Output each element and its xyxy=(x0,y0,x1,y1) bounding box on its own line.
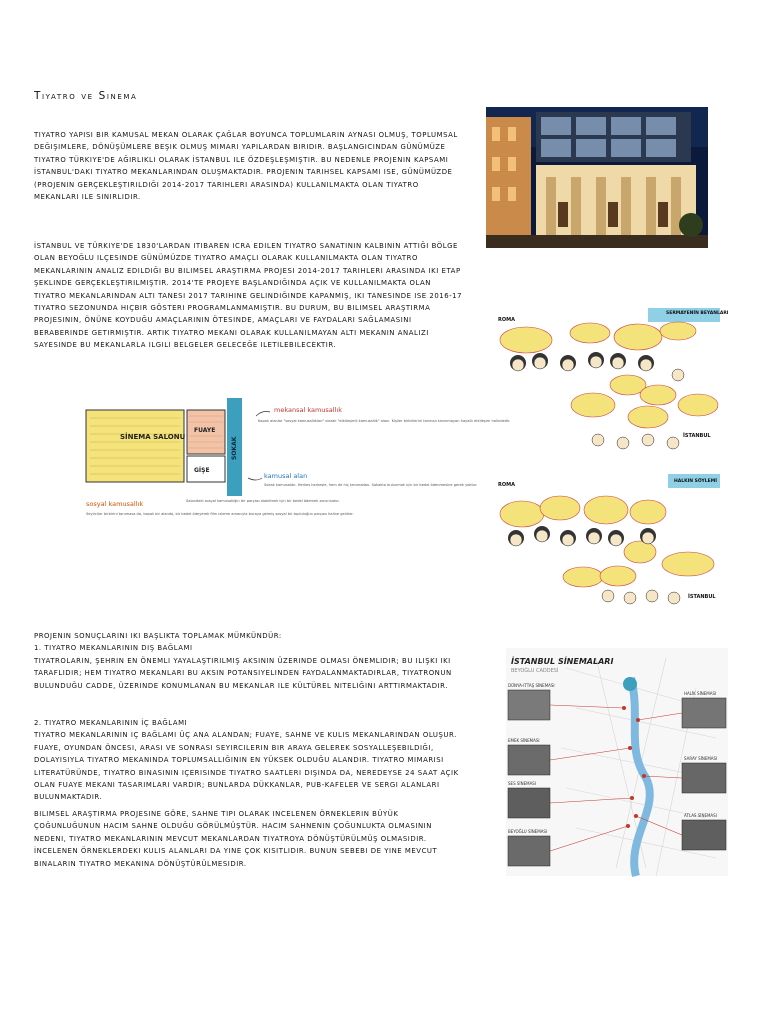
section1-text: TIYATROLARIN, ŞEHRIN EN ÖNEMLI YAYALAŞTIRILMIŞ AKSININ ÜZERINDE OLMASI ÖNEMLIDIR; BU ILIŞKI IKI TARAFLIDIR; HEM TIYATRO MEKANLARI BU AKSIN POTANSIYELINDEN FAYDALANMAKTADIRLAR, TIYATRONUN BULUNDUĞU CADDE, ÜZERINDE KONUMLANAN BU MEKANLAR ILE KÜLTÜREL NITELIĞINI ARTTIRMAKTADIR. xyxy=(34,656,452,690)
diagram-middle-desc: Salondaki sosyal kamusallığın bir parçası olabilmek için bir bedel ödemek zorunludur. xyxy=(186,499,340,503)
map-cinema-right-2: ATLAS SİNEMASI xyxy=(684,813,717,818)
map-cinema-left-1: EMEK SİNEMASI xyxy=(508,738,540,743)
diagram-sosyal-desc: Seyirciler birbirini tanımasa da, kapalı bir alanda, bir bedel ödeyerek film izleme amacıyla buraya gelmiş sosyal bir topluluğun parçası haline gelirler. xyxy=(86,512,354,516)
results-section xyxy=(34,630,464,692)
map-title: İSTANBUL SİNEMALARI xyxy=(511,657,614,666)
map-cinema-right-1: SARAY SİNEMASI xyxy=(684,756,718,761)
diagram-fuaye: FUAYE xyxy=(194,427,216,434)
cartoon2-right-label: HALKIN SÖYLEMİ xyxy=(674,479,717,484)
diagram-kamusal-alan: kamusal alan xyxy=(264,472,308,480)
diagram-mekansal-kamusallik: mekansal kamusallık xyxy=(274,406,342,414)
section2-text: TIYATRO MEKANLARININ IÇ BAĞLAMI ÜÇ ANA ALANDAN; FUAYE, SAHNE VE KULIS MEKANLARINDAN OLUŞUR. FUAYE, OYUNDAN ÖNCESI, ARASI VE SONRASI SEYIRCILERIN BIR ARAYA GELEREK SOSYALLEŞEBILDIĞI, DOLAYISIYLA TIYATRO MEKANINDA TOPLUMSALLIĞININ EN YÜKSEK OLDUĞU ALANDIR. TIYATRO MIMARISI LITERATÜRÜNDE, TIYATRO BINASININ IÇERISINDE TIYATRO SAATLERI DIŞINDA DA, NEREDEYSE 24 SAAT AÇIK OLAN FUAYE MEKANI TASARIMLARI VARDIR; BUNLARDA DÜKKANLAR, PUB-KAFELER VE SERGI ALANLARI BULUNMAKTADIR. xyxy=(34,731,459,802)
section1-heading: 1. TIYATRO MEKANLARININ DIŞ BAĞLAMI xyxy=(34,644,193,653)
map-cinema-left-2: SES SİNEMASI xyxy=(508,781,537,786)
diagram-mekansal-desc: Kapalı alanlar "sosyal kamusallıkları" olarak "etkileşimli kamusallık" alanı. Kişiler birbirlerini tanınan tanınmayan hayatlı etkileşim halindedir. xyxy=(258,419,511,423)
cartoon2-bottom-label: İSTANBUL xyxy=(688,594,716,600)
diagram-sosyal-kamusallik: sosyal kamusallık xyxy=(86,500,144,508)
cartoon-capital-statements xyxy=(498,305,729,455)
map-cinema-left-3: BEYOĞLU SİNEMASI xyxy=(508,829,548,834)
section2-heading: 2. TIYATRO MEKANLARININ İÇ BAĞLAMI xyxy=(34,719,188,727)
diagram-gise: GİŞE xyxy=(194,467,210,474)
diagram-kamusal-desc: Sokak kamusaldır. Herkes herkesle, hem de hiç tanımadan. Sokakta bulunmak için bir bedel ödenmesine gerek yoktur. xyxy=(264,483,478,487)
results-heading: PROJENIN SONUÇLARINI IKI BAŞLIKTA TOPLAMAK MÜMKÜNDÜR: xyxy=(34,632,282,640)
cartoon1-right-label: SERMAYENİN BEYANLARI xyxy=(666,311,729,316)
intro-paragraph: TIYATRO YAPISI BIR KAMUSAL MEKAN OLARAK ÇAĞLAR BOYUNCA TOPLUMLARIN AYNASI OLMUŞ, TOPLUMSAL DEĞIŞIMLERE, DÖNÜŞÜMLERE BEŞIK OLMUŞ MIMARI YAPILARDAN BIRIDIR. BAŞLANGICINDAN GÜNÜMÜZE TIYATRO TÜRKIYE'DE AĞIRLIKLI OLARAK İSTANBUL ILE ÖZDEŞLEŞMIŞTIR. BU NEDENLE PROJENIN KAPSAMI İSTANBUL'DAKI TIYATRO MEKANLARINDAN OLUŞMAKTADIR. PROJENIN TARIHSEL KAPSAMI ISE, GÜNÜMÜZDE (PROJENIN GERÇEKLEŞTIRILDIĞI 2014-2017 TARIHLERI ARASINDA) KULLANILMAKTA OLAN TIYATRO MEKANLARI ILE SINIRLIDIR. xyxy=(34,131,458,202)
diagram-sinema-salonu: SİNEMA SALONU xyxy=(120,433,186,441)
cartoon-public-discourse xyxy=(498,472,720,610)
history-paragraph: İSTANBUL VE TÜRKIYE'DE 1830'LARDAN ITIBAREN ICRA EDILEN TIYATRO SANATININ KALBININ ATTIĞI BÖLGE OLAN BEYOĞLU ILÇESINDE GÜNÜMÜZDE TIYATRO AMAÇLI OLARAK KULLANILMAKTA OLAN TIYATRO MEKANLARININ ANALIZ EDILDIĞI BU BILIMSEL ARAŞTIRMA PROJESI 2014-2017 TARIHLERI ARASINDA IKI ETAP ŞEKLINDE GERÇEKLEŞTIRILMIŞTIR. 2014'TE PROJEYE BAŞLANDIĞINDA AÇIK VE KULLANILMAKTA OLAN TIYATRO MEKANLARINDAN ALTI TANESI 2017 TARIHINE GELINDIĞINDE KAPANMIŞ, IKI TANESINDE ISE 2016-17 TIYATRO SEZONUNDA HIÇBIR GÖSTERI PROGRAMLANMAMIŞTIR. BU DURUM, BU BILIMSEL ARAŞTIRMA PROJESININ, ÖNÜNE KOYDUĞU AMAÇLARININ ÖTESINDE, AMAÇLARI VE FAYDALARI SAĞLAMASINI BERABERINDE GETIRMIŞTIR. ARTIK TIYATRO MEKANI OLARAK KULLANILMAYAN ALTI MEKANIN ANALIZI SAYESINDE BU MEKANLARLA ILGILI BELGELER GELECEĞE ILETILEBILECEKTIR. xyxy=(34,242,463,350)
map-subtitle: BEYOĞLU CADDESİ xyxy=(511,668,559,674)
istanbul-cinemas-map xyxy=(506,648,728,876)
theatre-building-photo xyxy=(486,107,708,248)
section2-text2: BILIMSEL ARAŞTIRMA PROJESINE GÖRE, SAHNE TIPI OLARAK INCELENEN ÖRNEKLERIN BÜYÜK ÇOĞUNLUĞUNUN HACIM SAHNE OLDUĞU GÖRÜLMÜŞTÜR. HACIM SAHNENIN ÇOĞUNLUKTA OLMASININ NEDENI, TIYATRO MEKANLARININ MEVCUT MEKANLARDAN TIYATROYA DÖNÜŞTÜRÜLMÜŞ OLMASIDIR. İNCELENEN ÖRNEKLERDEKI KULIS ALANLARI DA YINE ÇOK KISITLIDIR. BUNUN SEBEBI DE YINE MEVCUT BINALARIN TIYATRO MEKANINA DÖNÜŞTÜRÜLMESIDIR. xyxy=(34,810,438,868)
section2 xyxy=(34,717,464,804)
map-cinema-right-0: HALİK SİNEMASI xyxy=(684,691,717,696)
page-title: Tiyatro ve Sinema xyxy=(34,90,138,102)
diagram-sokak: SOKAK xyxy=(231,436,238,460)
cartoon2-left-label: ROMA xyxy=(498,482,515,488)
map-cinema-left-0: DÜNYA-ITTAŞ SİNEMASI xyxy=(508,683,555,688)
cartoon1-left-label: ROMA xyxy=(498,317,515,323)
cartoon1-bottom-label: İSTANBUL xyxy=(683,433,711,439)
